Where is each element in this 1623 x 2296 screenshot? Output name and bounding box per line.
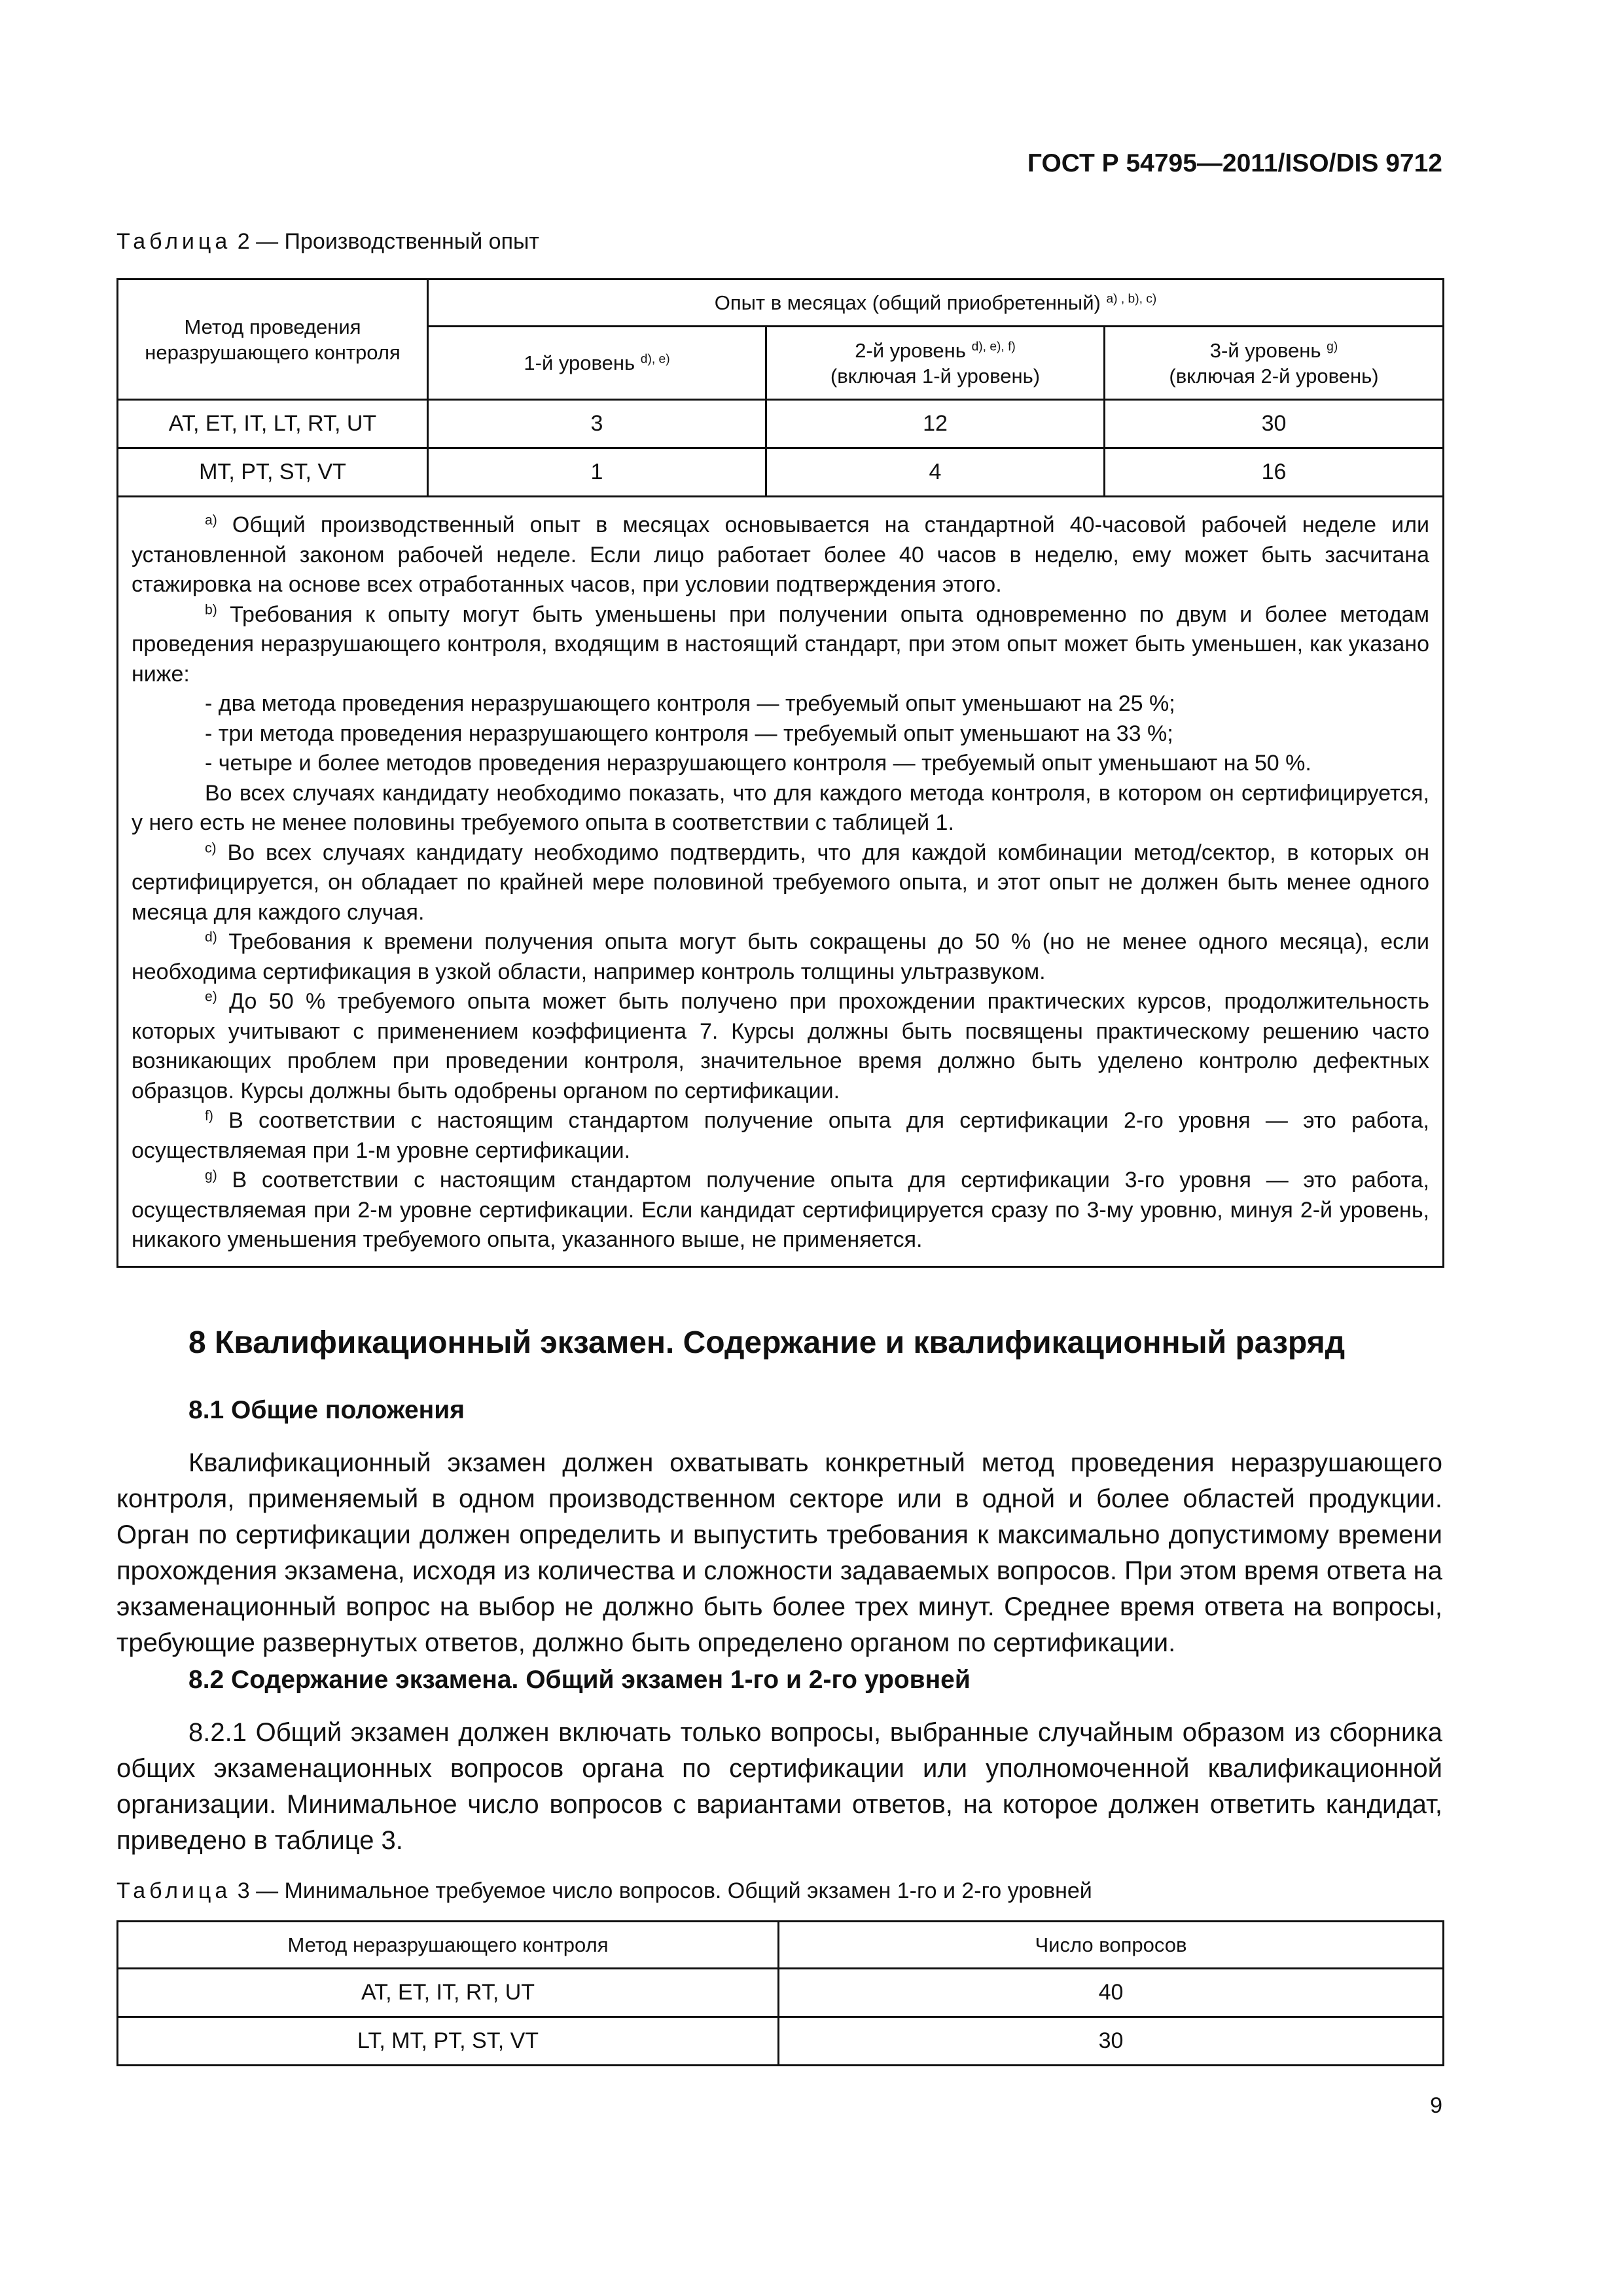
table-row (118, 400, 1444, 448)
section-8-1-paragraph: Квалификационный экзамен должен охватывать конкретный метод проведения неразрушающего контроля, применяемый в одном производственном секторе или в одной и более областей продукции. Орган по сертификации должен определить и выпустить требования к максимально допустимому времени прохождения экзамена, исходя из количества и сложности задаваемых вопросов. При этом время ответа на экзаменационный вопрос на выбор не должно быть более трех минут. Среднее время ответа на вопросы, требующие развернутых ответов, должно быть определено органом по сертификации. (116, 1448, 1442, 1657)
row2-level2: 4 (766, 448, 1105, 497)
section-8-2-heading: 8.2 Содержание экзамена. Общий экзамен 1-го и 2-го уровней (188, 1666, 971, 1694)
table2-caption-text: 2 — Производственный опыт (231, 229, 539, 254)
level1-footnote-marks: d), e) (640, 352, 670, 367)
level2-subtitle: (включая 1-й уровень) (830, 364, 1041, 387)
section-8-heading: 8 Квалификационный экзамен. Содержание и квалификационный разряд (188, 1325, 1346, 1360)
table3-caption (116, 1878, 1092, 1904)
note-b-item-2: - три метода проведения неразрушающего контроля — требуемый опыт уменьшают на 33 %; (205, 721, 1173, 746)
note-g: $^{g)}$ В соответствии с настоящим стандартом получение опыта для сертификации 3-го уровня — это работа, осуществляемая при 2-м уровне сертификации. Если кандидат сертифицируется сразу по 3-му уровню, минуя 2-й уровень, никакого уменьшения требуемого опыта, указанного выше, не применяется. (132, 1168, 1429, 1252)
row1-method: AT, ET, IT, RT, UT (118, 1969, 779, 2017)
header-method: Метод неразрушающего контроля (118, 1922, 779, 1969)
level2-footnote-marks: d), e), f) (971, 339, 1016, 353)
table2-caption (116, 229, 539, 255)
row2-method: MT, PT, ST, VT (118, 448, 428, 497)
row1-level2: 12 (766, 400, 1105, 448)
section-8-1-body (116, 1445, 1442, 1661)
note-e: $^{e)}$ До 50 % требуемого опыта может быть получено при прохождении практических курсов, продолжительность которых учитывают с применением коэффициента 7. Курсы должны быть посвящены практическому решению часто возникающих проблем при проведении контроля, значительное время должно быть уделено контролю дефектных образцов. Курсы должны быть одобрены органом по сертификации. (132, 989, 1429, 1103)
note-c: $^{c)}$ Во всех случаях кандидату необходимо подтвердить, что для каждой комбинации метод/сектор, в которых он сертифицируется, он обладает по крайней мере половиной требуемого опыта, и этот опыт не должен быть менее одного месяца для каждого случая. (132, 840, 1429, 925)
header-level-3: 3-й уровень $^{g)}$ (включая 2-й уровень) (1105, 327, 1444, 400)
table3-caption-prefix: Таблица (116, 1878, 232, 1903)
table2-notes (118, 497, 1444, 1267)
row1-method: AT, ET, IT, LT, RT, UT (118, 400, 428, 448)
section-8-2-1-paragraph: 8.2.1 Общий экзамен должен включать только вопросы, выбранные случайным образом из сборника общих экзаменационных вопросов органа по сертификации или уполномоченной квалификационной организации. Минимальное число вопросов с вариантами ответов, на которое должен ответить кандидат, приведено в таблице 3. (116, 1718, 1442, 1855)
note-d: $^{d)}$ Требования к времени получения опыта могут быть сокращены до 50 % (но не менее одного месяца), если необходима сертификация в узкой области, например контроль толщины ультразвуком. (132, 929, 1429, 984)
note-a: $^{a)}$ Общий производственный опыт в месяцах основывается на стандартной 40-часовой рабочей неделе или установленной законом рабочей неделе. Если лицо работает более 40 часов в неделю, ему может быть засчитана стажировка на основе всех отработанных часов, при условии подтверждения этого. (132, 512, 1429, 597)
level3-subtitle: (включая 2-й уровень) (1169, 364, 1379, 387)
header-experience-group: Опыт в месяцах (общий приобретенный) $^{a) , b), c)}$ (428, 279, 1444, 327)
header-footnote-marks: a) , b), c) (1106, 292, 1157, 306)
note-b-item-3: - четыре и более методов проведения неразрушающего контроля — требуемый опыт уменьшают на 50 %. (205, 751, 1311, 776)
row2-count: 30 (779, 2017, 1444, 2066)
questions-table (116, 1920, 1444, 2066)
row2-level3: 16 (1105, 448, 1444, 497)
header-question-count: Число вопросов (779, 1922, 1444, 1969)
row1-level3: 30 (1105, 400, 1444, 448)
row1-level1: 3 (428, 400, 766, 448)
note-b-item-1: - два метода проведения неразрушающего контроля — требуемый опыт уменьшают на 25 %; (205, 691, 1175, 716)
header-level-1: 1-й уровень $^{d), e)}$ (428, 327, 766, 400)
header-level-2: 2-й уровень $^{d), e), f)}$ (включая 1-й уровень) (766, 327, 1105, 400)
document-code-header: ГОСТ Р 54795—2011/ISO/DIS 9712 (1027, 149, 1442, 177)
table2-caption-prefix: Таблица (116, 229, 232, 254)
table-row (118, 1969, 1444, 2017)
row2-level1: 1 (428, 448, 766, 497)
note-b-paragraph: Во всех случаях кандидату необходимо показать, что для каждого метода контроля, в котором он сертифицируется, у него есть не менее половины требуемого опыта в соответствии с таблицей 1. (132, 780, 1429, 835)
section-8-1-heading: 8.1 Общие положения (188, 1396, 465, 1424)
section-8-2-1-body (116, 1715, 1442, 1859)
experience-table (116, 278, 1444, 1268)
level3-footnote-marks: g) (1327, 339, 1338, 353)
row2-method: LT, MT, PT, ST, VT (118, 2017, 779, 2066)
note-f: $^{f)}$ В соответствии с настоящим стандартом получение опыта для сертификации 2-го уровня — это работа, осуществляемая при 1-м уровне сертификации. (132, 1108, 1429, 1163)
page-number: 9 (1430, 2093, 1442, 2118)
header-method: Метод проведения неразрушающего контроля (118, 279, 428, 400)
row1-count: 40 (779, 1969, 1444, 2017)
note-b: $^{b)}$ Требования к опыту могут быть уменьшены при получении опыта одновременно по двум и более методам проведения неразрушающего контроля, входящим в настоящий стандарт, при этом опыт может быть уменьшен, как указано ниже: (132, 601, 1429, 687)
table-row (118, 2017, 1444, 2066)
table3-caption-text: 3 — Минимальное требуемое число вопросов. Общий экзамен 1-го и 2-го уровней (231, 1878, 1092, 1903)
table-row (118, 448, 1444, 497)
